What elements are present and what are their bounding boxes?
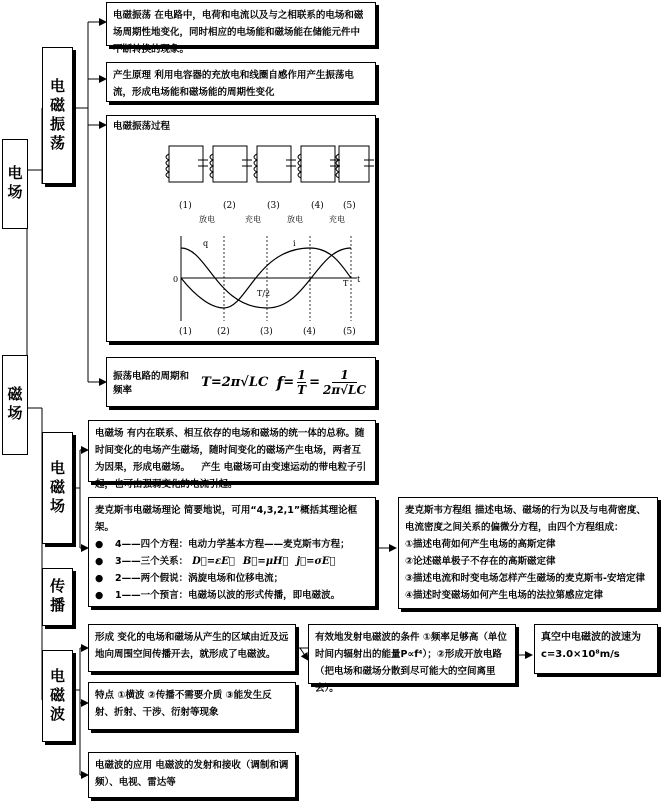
em-wave-applications-box	[88, 752, 296, 798]
relation-d: D⃗=εE⃗	[192, 556, 235, 567]
feature-text: ①横波 ②传播不需要介质 ③能发生反射、折射、干涉、衍射等现象	[95, 690, 272, 718]
freq-num-1: 1	[297, 367, 306, 382]
stage-number-3: (3)	[267, 201, 280, 211]
oscillation-period-box	[106, 357, 376, 407]
relation-j: j⃗=σE⃗	[296, 556, 336, 567]
em-field-gen-title: 产生	[201, 462, 221, 473]
formation-title: 形成	[95, 632, 115, 643]
em-field-gen-text: 电磁场可由变速运动的带电粒子引起，也可由强弱变化的电流引起。	[95, 462, 367, 490]
freq-fraction-2	[323, 368, 366, 397]
stage-label-3: 放电	[287, 215, 303, 224]
circuit-stage-5	[336, 146, 374, 182]
stage-number-5: (5)	[343, 201, 356, 211]
maxwell-item-text: 1——一个预言：电磁场以波的形式传播，即电磁波。	[115, 590, 341, 601]
freq-den-2pi: 2π√LC	[322, 382, 366, 397]
freq-den-T: T	[297, 382, 307, 397]
relation-b: B⃗=μH⃗	[242, 556, 289, 567]
formation-text: 变化的电场和磁场从产生的区域由近及远地向周围空间传播开去，就形成了电磁波。	[95, 632, 289, 660]
stage-label-2: 充电	[245, 215, 261, 224]
node-em-oscillation	[42, 47, 73, 184]
em-field-def-text: 有内在联系、相互依存的电场和磁场的统一体的总称。随时间变化的电场产生磁场，随时间变化的磁场产生电场，两者互为因果，形成电磁场。	[95, 428, 365, 473]
node-magnetic-field	[2, 355, 28, 455]
equations-title: 麦克斯韦方程组	[405, 505, 472, 516]
circuit-stage-2	[210, 146, 252, 182]
graph-origin: 0	[173, 275, 179, 284]
em-wave-emission-box	[308, 624, 516, 694]
maxwell-title: 麦克斯韦电磁场理论	[95, 505, 181, 516]
apply-title: 电磁波的应用	[95, 760, 153, 771]
circuit-stage-1	[166, 146, 208, 182]
node-em-wave	[42, 650, 73, 742]
maxwell-intro: 简要地说，可用“4,3,2,1”概括其理论框架。	[95, 505, 358, 533]
speed-text: 真空中电磁波的波速为c=3.0×10⁸m/s	[541, 632, 641, 660]
stage-label-1: 放电	[199, 215, 215, 224]
maxwell-item-4	[95, 536, 369, 553]
feature-title: 特点	[95, 690, 115, 701]
freq-formula-eq: =	[283, 374, 295, 390]
bullet-icon: ●	[95, 573, 104, 584]
graph-stage-3: (3)	[260, 327, 273, 336]
oscillation-process-box	[106, 115, 376, 342]
em-field-def-title: 电磁场	[95, 428, 124, 439]
oscillation-prod-text: 利用电容器的充放电和线圈自感作用产生振荡电流，形成电场能和磁场能的周期性变化	[113, 70, 354, 98]
freq-fraction-1	[297, 368, 306, 397]
qi-graph	[181, 236, 357, 321]
maxwell-equations-box	[398, 497, 658, 609]
graph-t-full: T	[343, 279, 349, 288]
maxwell-theory-box	[88, 497, 376, 607]
oscillation-process-title: 电磁振荡过程	[113, 121, 171, 132]
stage-number-2: (2)	[223, 201, 236, 211]
magnetic-label: 磁场	[5, 386, 24, 424]
oscillation-prod-title: 产生原理	[113, 70, 152, 81]
freq-num-2: 1	[332, 368, 356, 383]
root-node-electric-field	[2, 139, 28, 229]
em-wave-features-box	[88, 682, 296, 730]
graph-stage-4: (4)	[303, 327, 316, 336]
maxwell-item-1	[95, 587, 369, 604]
maxwell-item-text: 2——两个假说：涡旋电场和位移电流；	[115, 573, 284, 584]
oscillation-def-title: 电磁振荡	[113, 10, 152, 21]
graph-label-t: t	[357, 275, 361, 284]
node-propagation	[42, 568, 73, 626]
circuit-stage-3	[254, 146, 296, 182]
oscillation-production-box	[106, 62, 376, 102]
graph-stage-1: (1)	[179, 327, 192, 336]
equation-item: ①描述电荷如何产生电场的高斯定律	[405, 539, 556, 550]
em-wave-label: 电磁波	[48, 667, 66, 725]
graph-stage-2: (2)	[217, 327, 230, 336]
maxwell-item-2	[95, 570, 369, 587]
freq-formula-eq2: =	[309, 374, 320, 390]
equation-item: ④描述时变磁场如何产生电场的法拉第感应定律	[405, 590, 604, 601]
maxwell-item-text: 4——四个方程：电动力学基本方程——麦克斯韦方程；	[115, 539, 350, 550]
oscillation-process-figure	[107, 136, 375, 336]
graph-label-i: i	[293, 239, 296, 248]
bullet-icon: ●	[95, 539, 104, 550]
graph-t-half: T/2	[257, 289, 271, 298]
stage-number-1: (1)	[179, 201, 192, 211]
em-wave-speed-box	[534, 624, 658, 674]
em-oscillation-label: 电磁振荡	[48, 77, 66, 154]
root-label: 电场	[5, 165, 24, 203]
emission-title: 有效地发射电磁波的条件	[315, 632, 420, 643]
em-field-definition-box	[88, 420, 376, 490]
equation-item: ③描述电流和时变电场怎样产生磁场的麦克斯韦-安培定律	[405, 573, 645, 584]
lc-circuit-stages	[166, 146, 374, 182]
em-wave-formation-box	[88, 624, 296, 672]
stage-label-4: 充电	[329, 215, 345, 224]
bullet-icon: ●	[95, 556, 104, 567]
circuit-stage-4	[298, 146, 340, 182]
period-title: 振荡电路的周期和频率	[113, 371, 190, 396]
oscillation-definition-box	[106, 2, 376, 55]
stage-number-4: (4)	[311, 201, 324, 211]
propagation-label: 传播	[48, 578, 66, 616]
node-em-field	[42, 432, 73, 544]
emission-text: ①频率足够高（单位时间内辐射出的能量P∝f⁴）；②形成开放电路（把电场和磁场分散到尽可能大的空间离里去）。	[315, 632, 507, 694]
freq-formula-f: f	[276, 372, 284, 392]
maxwell-item-text: 3——三个关系：	[115, 556, 189, 567]
equations-text: 描述电场、磁场的行为以及与电荷密度、电流密度之间关系的偏微分方程，由四个方程组成：	[405, 505, 646, 533]
period-formula: T=2π√LC	[201, 374, 269, 390]
graph-stage-5: (5)	[343, 327, 356, 336]
equation-item: ②论述磁单极子不存在的高斯磁定律	[405, 556, 556, 567]
oscillation-def-text: 在电路中，电荷和电流以及与之相联系的电场和磁场周期性地变化，同时相应的电场能和磁场能在储能元件中不断转换的现象。	[113, 10, 364, 55]
bullet-icon: ●	[95, 590, 104, 601]
apply-text: 电磁波的发射和接收（调制和调频）、电视、雷达等	[95, 760, 289, 788]
maxwell-item-3	[95, 553, 369, 570]
graph-label-q: q	[203, 239, 209, 248]
em-field-label: 电磁场	[48, 459, 66, 517]
